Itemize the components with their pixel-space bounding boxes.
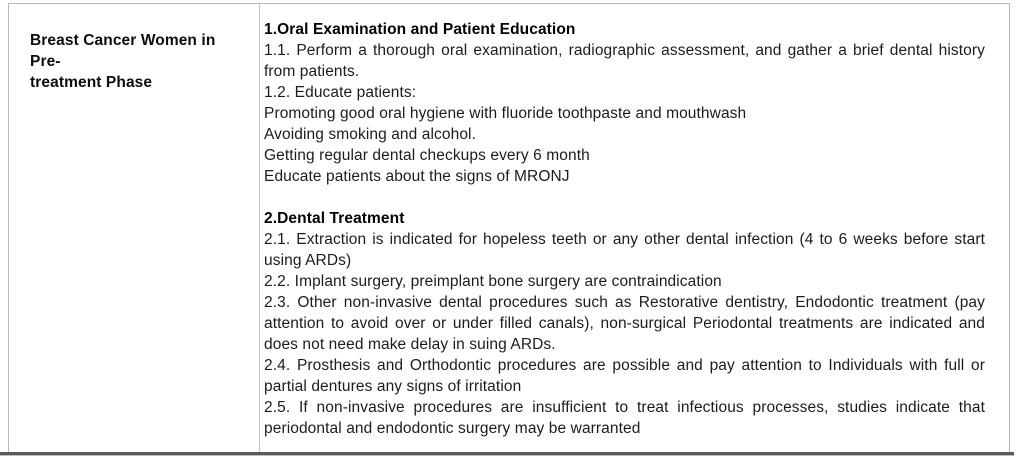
recommendation-1-2: 1.2. Educate patients: — [264, 84, 417, 101]
education-item-smoking-alcohol: Avoiding smoking and alcohol. — [264, 126, 476, 143]
recommendation-2-4: 2.4. Prosthesis and Orthodontic procedures are possible and pay attention to Individuals with full or partial dentures any signs of irritation — [264, 357, 985, 395]
section-heading-oral-examination: 1.Oral Examination and Patient Education — [264, 21, 576, 38]
phase-title — [30, 30, 247, 93]
phase-title-line-2: treatment Phase — [30, 74, 153, 91]
recommendation-2-3: 2.3. Other non-invasive dental procedures such as Restorative dentistry, Endodontic treatment (pay attention to avoid over or under filled canals), non-surgical Periodontal treatments are indicated and does not need make delay in suing ARDs. — [264, 294, 985, 353]
table-bottom-border — [0, 452, 1014, 456]
education-item-oral-hygiene: Promoting good oral hygiene with fluoride toothpaste and mouthwash — [264, 105, 747, 122]
recommendation-2-5: 2.5. If non-invasive procedures are insufficient to treat infectious processes, studies indicate that periodontal and endodontic surgery may be warranted — [264, 399, 985, 437]
education-item-mronj-signs: Educate patients about the signs of MRONJ — [264, 168, 570, 185]
recommendation-1-1: 1.1. Perform a thorough oral examination, radiographic assessment, and gather a brief dental history from patients. — [264, 42, 985, 80]
phase-title-line-1: Breast Cancer Women in Pre- — [30, 32, 216, 70]
recommendations-cell — [260, 4, 1009, 452]
phase-cell — [9, 4, 260, 452]
section-gap — [264, 187, 985, 208]
recommendation-2-2: 2.2. Implant surgery, preimplant bone surgery are contraindication — [264, 273, 722, 290]
guideline-table — [8, 3, 1010, 452]
recommendation-2-1: 2.1. Extraction is indicated for hopeless teeth or any other dental infection (4 to 6 weeks before start using ARDs) — [264, 231, 985, 269]
education-item-dental-checkups: Getting regular dental checkups every 6 month — [264, 147, 590, 164]
section-heading-dental-treatment: 2.Dental Treatment — [264, 210, 405, 227]
